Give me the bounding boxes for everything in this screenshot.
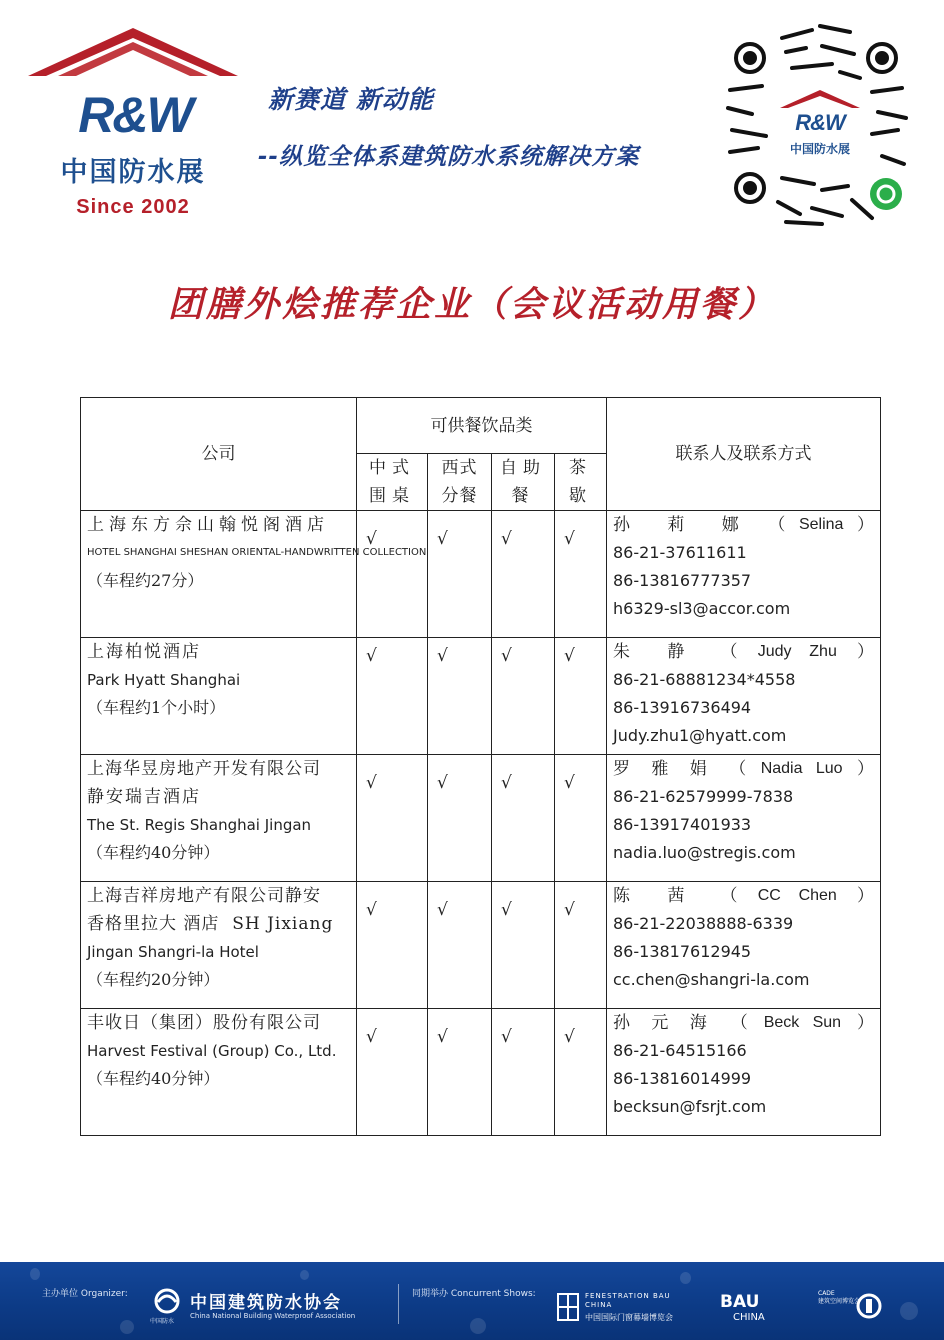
company-en-name: HOTEL SHANGHAI SHESHAN ORIENTAL-HANDWRITTEN COLLECTION: [87, 547, 427, 558]
water-drop-decoration: [900, 1302, 918, 1320]
travel-time: （车程约40分钟）: [87, 843, 220, 862]
contact-cell: [607, 1009, 881, 1136]
mini-program-code[interactable]: [722, 18, 910, 228]
cade-logo-icon: [856, 1290, 882, 1322]
fenestration-cn-name: 中国国际门窗幕墙博览会: [585, 1313, 673, 1322]
qr-logo-rw-text: R&W: [795, 110, 845, 135]
contact-phone: 86-21-68881234*4558: [613, 670, 796, 689]
qr-logo-cn-text: 中国防水展: [789, 142, 850, 156]
check-mark: √: [492, 882, 555, 1009]
check-mark: √: [555, 755, 607, 882]
company-cell: [81, 638, 357, 755]
contact-email[interactable]: h6329-sl3@accor.com: [613, 599, 791, 618]
logo-rw-text: R&W: [78, 87, 192, 143]
footer-divider: [398, 1284, 399, 1324]
company-cell: [81, 1009, 357, 1136]
contact-mobile: 86-13816014999: [613, 1069, 752, 1088]
slogan-secondary: --纵览全体系建筑防水系统解决方案: [258, 144, 640, 170]
contact-person: 孙 元 海 （ Beck Sun ）: [613, 1013, 874, 1033]
check-mark: √: [428, 1009, 492, 1136]
table-row: [81, 638, 881, 755]
contact-phone: 86-21-37611611: [613, 543, 747, 562]
table-row: [81, 882, 881, 1009]
contact-email[interactable]: nadia.luo@stregis.com: [613, 843, 796, 862]
table-row: [81, 755, 881, 882]
contact-person: 罗 雅 娟 （ Nadia Luo ）: [613, 759, 874, 779]
company-cn-name: 上海东方佘山翰悦阁酒店: [87, 515, 329, 535]
contact-person: 朱 静 （ Judy Zhu ）: [613, 642, 874, 662]
check-mark: √: [492, 755, 555, 882]
check-mark: √: [357, 511, 428, 638]
header-contact: 联系人及联系方式: [607, 398, 881, 511]
header-western-plated: 西式 分餐: [428, 454, 492, 511]
travel-time: （车程约27分）: [87, 571, 204, 590]
contact-email[interactable]: Judy.zhu1@hyatt.com: [613, 726, 787, 745]
company-cell: [81, 511, 427, 638]
footer-banner: [0, 1262, 944, 1340]
travel-time: （车程约40分钟）: [87, 1069, 220, 1088]
logo-since-text: Since 2002: [76, 196, 190, 218]
organizer-label: 主办单位 Organizer:: [42, 1289, 128, 1299]
association-en-name: China National Building Waterproof Association: [190, 1312, 356, 1320]
company-cn-name-line2: 静安瑞吉酒店: [87, 787, 201, 807]
table-header-row: [81, 398, 881, 454]
caterer-table: [80, 397, 881, 1136]
check-mark: √: [555, 882, 607, 1009]
company-cn-name: 上海华昱房地产开发有限公司: [87, 759, 321, 779]
check-mark: √: [555, 511, 607, 638]
contact-person: 孙 莉 娜 （ Selina ）: [613, 515, 874, 535]
water-drop-decoration: [680, 1272, 691, 1284]
check-mark: √: [428, 882, 492, 1009]
fenestration-logo-icon: [556, 1292, 580, 1322]
check-mark: √: [555, 1009, 607, 1136]
contact-mobile: 86-13817612945: [613, 942, 752, 961]
water-drop-decoration: [470, 1318, 486, 1334]
contact-mobile: 86-13816777357: [613, 571, 752, 590]
company-en-name: The St. Regis Shanghai Jingan: [87, 816, 312, 834]
company-cn-name: 上海吉祥房地产有限公司静安: [87, 886, 321, 906]
contact-mobile: 86-13917401933: [613, 815, 752, 834]
contact-cell: [607, 882, 881, 1009]
table-row: [81, 511, 881, 638]
contact-cell: [607, 511, 881, 638]
check-mark: √: [357, 882, 428, 1009]
company-cn-name-line2: 香格里拉大 酒店 SH Jixiang: [87, 914, 334, 934]
contact-phone: 86-21-22038888-6339: [613, 914, 794, 933]
contact-phone: 86-21-64515166: [613, 1041, 747, 1060]
company-cn-name: 上海柏悦酒店: [87, 642, 201, 662]
table-row: [81, 1009, 881, 1136]
contact-person: 陈 茜 （ CC Chen ）: [613, 886, 874, 906]
water-drop-decoration: [120, 1320, 134, 1334]
check-mark: √: [492, 638, 555, 755]
cade-logo-text: CADE 建筑空间博览会: [818, 1290, 861, 1305]
slogan-primary: 新赛道 新动能: [268, 85, 434, 114]
travel-time: （车程约20分钟）: [87, 970, 220, 989]
company-en-name: Harvest Festival (Group) Co., Ltd.: [87, 1042, 337, 1060]
company-cn-name: 丰收日（集团）股份有限公司: [87, 1013, 321, 1033]
bau-china-text: CHINA: [733, 1312, 765, 1323]
header-tea-break: 茶 歇: [555, 454, 607, 511]
association-cn-name: 中国建筑防水协会: [190, 1293, 342, 1313]
header-categories: 可供餐饮品类: [357, 398, 607, 454]
bau-logo-text: BAU: [720, 1292, 760, 1312]
rw-logo: [28, 28, 238, 228]
check-mark: √: [428, 511, 492, 638]
check-mark: √: [357, 755, 428, 882]
contact-email[interactable]: cc.chen@shangri-la.com: [613, 970, 810, 989]
header-buffet: 自助 餐: [492, 454, 555, 511]
water-drop-decoration: [300, 1270, 309, 1280]
travel-time: （车程约1个小时）: [87, 698, 226, 717]
company-cell: [81, 882, 357, 1009]
contact-cell: [607, 755, 881, 882]
check-mark: √: [492, 1009, 555, 1136]
header-chinese-banquet: 中式 围桌: [357, 454, 428, 511]
water-drop-decoration: [30, 1268, 40, 1280]
association-logo-caption: 中国防水: [150, 1318, 175, 1325]
check-mark: √: [555, 638, 607, 755]
fenestration-en-name: FENESTRATION BAU CHINA: [585, 1292, 671, 1309]
company-en-name: Jingan Shangri-la Hotel: [87, 943, 259, 961]
concurrent-shows-label: 同期举办 Concurrent Shows:: [412, 1289, 536, 1299]
contact-email[interactable]: becksun@fsrjt.com: [613, 1097, 767, 1116]
contact-phone: 86-21-62579999-7838: [613, 787, 794, 806]
logo-cn-text: 中国防水展: [60, 157, 206, 188]
page-title: 团膳外烩推荐企业（会议活动用餐）: [167, 285, 776, 325]
check-mark: √: [428, 755, 492, 882]
company-en-name: Park Hyatt Shanghai: [87, 671, 241, 689]
check-mark: √: [357, 1009, 428, 1136]
company-cell: [81, 755, 357, 882]
contact-cell: [607, 638, 881, 755]
check-mark: √: [357, 638, 428, 755]
contact-mobile: 86-13916736494: [613, 698, 752, 717]
association-logo-icon: [152, 1288, 182, 1314]
check-mark: √: [428, 638, 492, 755]
check-mark: √: [492, 511, 555, 638]
header-company: 公司: [81, 398, 357, 511]
